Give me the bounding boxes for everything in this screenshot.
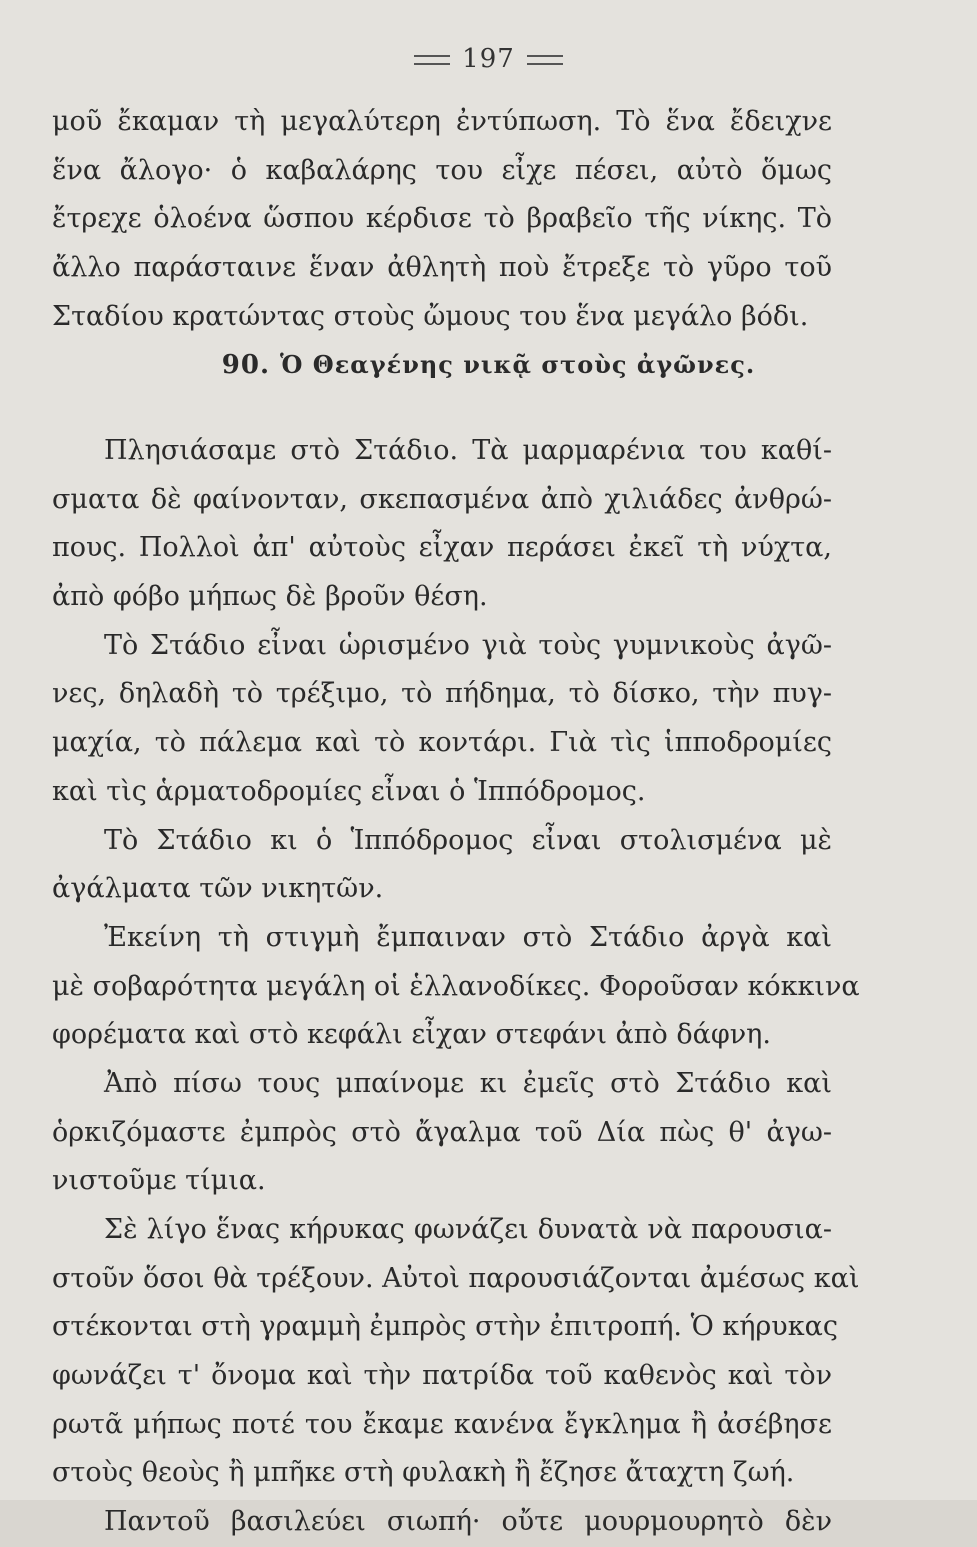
text-line: φωνάζει τ' ὄνομα καὶ τὴν πατρίδα τοῦ καθενὸς καὶ τὸν xyxy=(52,1360,832,1392)
text-line: ἕνα ἄλογο· ὁ καβαλάρης του εἶχε πέσει, αὐτὸ ὅμως xyxy=(52,154,832,186)
left-double-rule xyxy=(414,55,450,65)
text-line: μὲ σοβαρότητα μεγάλη οἱ ἑλλανοδίκες. Φοροῦσαν κόκκινα xyxy=(52,970,860,1002)
text-line: Σὲ λίγο ἕνας κήρυκας φωνάζει δυνατὰ νὰ παρουσια- xyxy=(104,1214,832,1245)
text-line: φορέματα καὶ στὸ κεφάλι εἶχαν στεφάνι ἀπὸ δάφνη. xyxy=(52,1019,771,1051)
text-line: ρωτᾶ μήπως ποτέ του ἔκαμε κανένα ἔγκλημα ἢ ἀσέβησε xyxy=(52,1408,832,1440)
section-number: 90. xyxy=(221,350,271,380)
text-line: Παντοῦ βασιλεύει σιωπή· οὔτε μουρμουρητὸ δὲν xyxy=(104,1506,832,1538)
text-line: σματα δὲ φαίνονταν, σκεπασμένα ἀπὸ χιλιάδες ἀνθρώ- xyxy=(52,483,832,515)
text-line: Τὸ Στάδιο κι ὁ Ἱππόδρομος εἶναι στολισμένα μὲ xyxy=(104,824,832,856)
section-body xyxy=(52,427,860,1547)
section-title: Ὁ Θεαγένης νικᾷ στοὺς ἀγῶνες. xyxy=(280,350,756,379)
text-line: ἀπὸ φόβο μήπως δὲ βροῦν θέση. xyxy=(52,581,488,613)
text-line: στοῦν ὅσοι θὰ τρέξουν. Αὐτοὶ παρουσιάζονται ἀμέσως καὶ xyxy=(52,1262,860,1294)
text-line: μαχία, τὸ πάλεμα καὶ τὸ κοντάρι. Γιὰ τὶς ἱπποδρομίες xyxy=(52,727,832,759)
text-line: μοῦ ἔκαμαν τὴ μεγαλύτερη ἐντύπωση. Τὸ ἕνα ἔδειχνε xyxy=(52,106,832,137)
top-paragraph xyxy=(52,98,832,341)
text-line: Ἐκείνη τὴ στιγμὴ ἔμπαιναν στὸ Στάδιο ἀργὰ καὶ xyxy=(104,921,832,953)
right-double-rule xyxy=(527,55,563,65)
text-line: στέκονται στὴ γραμμὴ ἐμπρὸς στὴν ἐπιτροπή. Ὁ κήρυκας xyxy=(52,1311,838,1343)
text-line: ἔτρεχε ὁλοένα ὥσπου κέρδισε τὸ βραβεῖο τῆς νίκης. Τὸ xyxy=(52,203,832,235)
text-line: ὁρκιζόμαστε ἐμπρὸς στὸ ἄγαλμα τοῦ Δία πὼς θ' ἀγω- xyxy=(52,1116,832,1148)
text-line: ἀγάλματα τῶν νικητῶν. xyxy=(52,873,384,905)
text-line: νιστοῦμε τίμια. xyxy=(52,1165,266,1197)
text-line: πους. Πολλοὶ ἀπ' αὐτοὺς εἶχαν περάσει ἐκεῖ τὴ νύχτα, xyxy=(52,532,832,564)
text-line: Ἀπὸ πίσω τους μπαίνομε κι ἐμεῖς στὸ Στάδιο καὶ xyxy=(104,1067,832,1099)
page-number-header xyxy=(0,44,977,74)
page-number: 197 xyxy=(462,44,515,74)
text-line: Πλησιάσαμε στὸ Στάδιο. Τὰ μαρμαρένια του καθί- xyxy=(104,435,832,466)
text-line: στοὺς θεοὺς ἢ μπῆκε στὴ φυλακὴ ἢ ἔζησε ἄταχτη ζωή. xyxy=(52,1457,795,1489)
text-line: νες, δηλαδὴ τὸ τρέξιμο, τὸ πήδημα, τὸ δίσκο, τὴν πυγ- xyxy=(52,678,832,710)
text-line: καὶ τὶς ἁρματοδρομίες εἶναι ὁ Ἱππόδρομος. xyxy=(52,775,646,807)
text-line: ἄλλο παράσταινε ἕναν ἀθλητὴ ποὺ ἔτρεξε τὸ γῦρο τοῦ xyxy=(52,252,832,284)
section-heading xyxy=(0,350,977,380)
text-line: Τὸ Στάδιο εἶναι ὡρισμένο γιὰ τοὺς γυμνικοὺς ἀγῶ- xyxy=(104,629,832,661)
text-line: Σταδίου κρατώντας στοὺς ὤμους του ἕνα μεγάλο βόδι. xyxy=(52,300,809,332)
